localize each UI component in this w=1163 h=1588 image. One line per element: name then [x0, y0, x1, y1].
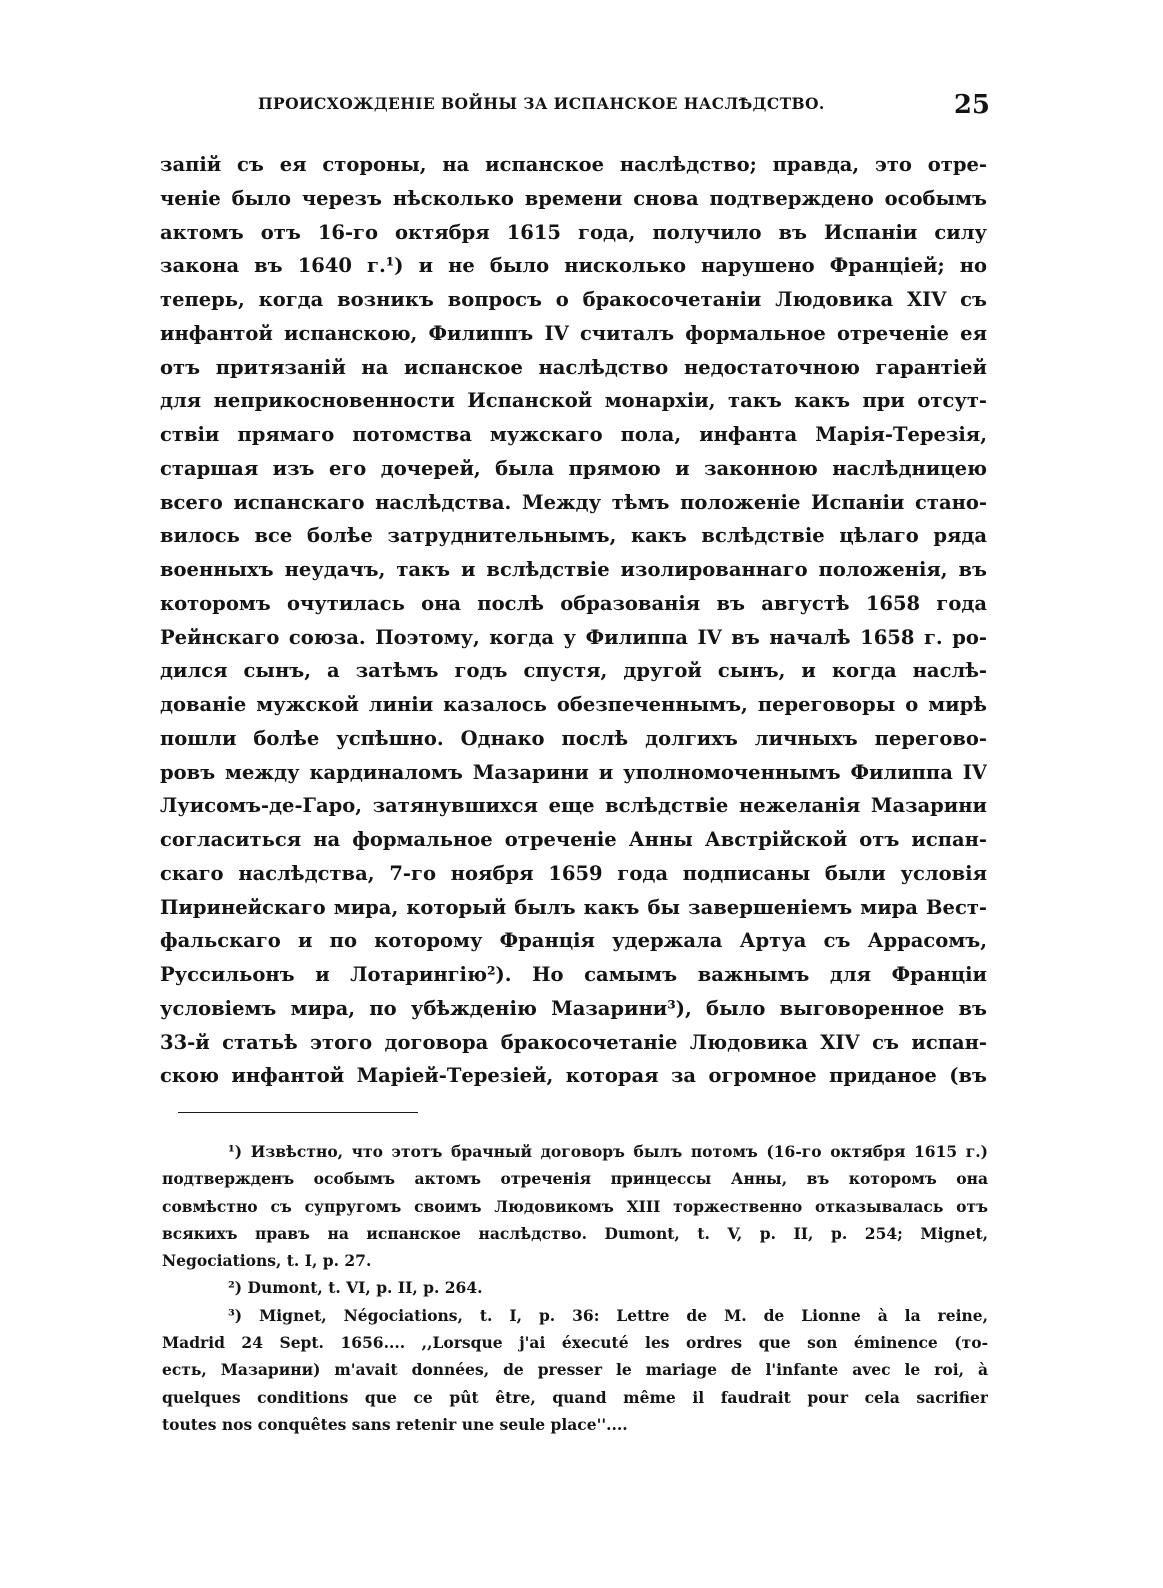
body-line: фальскаго и по которому Франція удержала Артуа съ Аррасомъ,: [160, 929, 987, 953]
body-line: всего испанскаго наслѣдства. Между тѣмъ положеніе Испаніи стано-: [160, 490, 987, 514]
footnote-1-line: всякихъ правъ на испанское наслѣдство. Dumont, t. V, p. II, p. 254; Mignet,: [162, 1223, 988, 1243]
footnote-3-line: ³) Mignet, Négociations, t. I, p. 36: Lettre de M. de Lionne à la reine,: [228, 1305, 988, 1325]
body-line: запій съ ея стороны, на испанское наслѣдство; правда, это отре-: [160, 153, 987, 176]
body-line: вилось все болѣе затруднительнымъ, какъ вслѣдствіе цѣлаго ряда: [160, 524, 987, 548]
body-line: актомъ отъ 16-го октября 1615 года, получило въ Испаніи силу: [160, 220, 987, 244]
body-line: ровъ между кардиналомъ Мазарини и уполномоченнымъ Филиппа IV: [160, 760, 987, 784]
body-line: закона въ 1640 г.¹) и не было нисколько нарушено Франціей; но: [160, 254, 987, 278]
body-line: инфантой испанскою, Филиппъ IV считалъ формальное отреченіе ея: [160, 321, 987, 345]
footnote-3-line: quelques conditions que ce pût être, quand même il faudrait pour cela sacrifier: [162, 1387, 988, 1407]
body-line: ченіе было черезъ нѣсколько времени снова подтверждено особымъ: [160, 186, 987, 210]
footnote-1-line: подтвержденъ особымъ актомъ отреченія принцессы Анны, въ которомъ она: [162, 1169, 988, 1189]
body-line: старшая изъ его дочерей, была прямою и законною наслѣдницею: [160, 456, 987, 480]
body-line: военныхъ неудачъ, такъ и вслѣдствіе изолированнаго положенія, въ: [160, 558, 987, 581]
body-line: скою инфантой Маріей-Терезіей, которая за огромное приданое (въ: [160, 1064, 987, 1088]
body-line: 33-й статьѣ этого договора бракосочетаніе Людовика XIV съ испан-: [160, 1030, 987, 1054]
body-line: для неприкосновенности Испанской монархіи, такъ какъ при отсут-: [160, 389, 987, 413]
footnote-1-line: Negociations, t. I, p. 27.: [162, 1251, 372, 1271]
body-line: согласиться на формальное отреченіе Анны Австрійской отъ испан-: [160, 828, 987, 851]
footnote-3-line: Madrid 24 Sept. 1656.... ,,Lorsque j'ai éxecuté les ordres que son éminence (то-: [162, 1333, 988, 1353]
body-line: которомъ очутилась она послѣ образованія въ августѣ 1658 года: [160, 591, 987, 615]
body-line: условіемъ мира, по убѣжденію Мазарини³), было выговоренное въ: [160, 996, 987, 1020]
body-line: Руссильонъ и Лотарингію²). Но самымъ важнымъ для Франціи: [160, 963, 987, 986]
footnote-separator: [178, 1112, 418, 1113]
body-line: Луисомъ-де-Гаро, затянувшихся еще вслѣдствіе нежеланія Мазарини: [160, 794, 987, 818]
footnote-3-line: есть, Мазарини) m'avait données, de presser le mariage de l'infante avec le roi, à: [162, 1360, 988, 1380]
footnote-3-line: toutes nos conquêtes sans retenir une seule place''....: [162, 1414, 628, 1434]
page-number: 25: [953, 90, 990, 120]
body-line: Рейнскаго союза. Поэтому, когда у Филиппа IV въ началѣ 1658 г. ро-: [160, 625, 987, 649]
body-line: отъ притязаній на испанское наслѣдство недостаточною гарантіей: [160, 355, 987, 379]
footnotes: [162, 1138, 988, 1438]
footnote-2-line: ²) Dumont, t. VI, p. II, p. 264.: [228, 1278, 483, 1298]
footnote-1-line: ¹) Извѣстно, что этотъ брачный договоръ былъ потомъ (16-го октября 1615 г.): [228, 1142, 988, 1161]
body-line: ствіи прямаго потомства мужскаго пола, инфанта Марія-Терезія,: [160, 423, 987, 446]
body-line: пошли болѣе успѣшно. Однако послѣ долгихъ личныхъ перегово-: [160, 726, 987, 750]
footnote-1-line: совмѣстно съ супругомъ своимъ Людовикомъ XIII торжественно отказывалась отъ: [162, 1196, 988, 1216]
body-line: Пиринейскаго мира, который былъ какъ бы завершеніемъ мира Вест-: [160, 895, 987, 919]
running-head: ПРОИСХОЖДЕНІЕ ВОЙНЫ ЗА ИСПАНСКОЕ НАСЛѢДСТВО.: [258, 94, 825, 113]
body-text: [160, 148, 987, 1093]
body-line: дованіе мужской линіи казалось обезпеченнымъ, переговоры о мирѣ: [160, 693, 987, 716]
body-line: теперь, когда возникъ вопросъ о бракосочетаніи Людовика XIV съ: [160, 288, 987, 311]
body-line: дился сынъ, а затѣмъ годъ спустя, другой сынъ, и когда наслѣ-: [160, 659, 987, 683]
body-line: скаго наслѣдства, 7-го ноября 1659 года подписаны были условія: [160, 861, 987, 885]
